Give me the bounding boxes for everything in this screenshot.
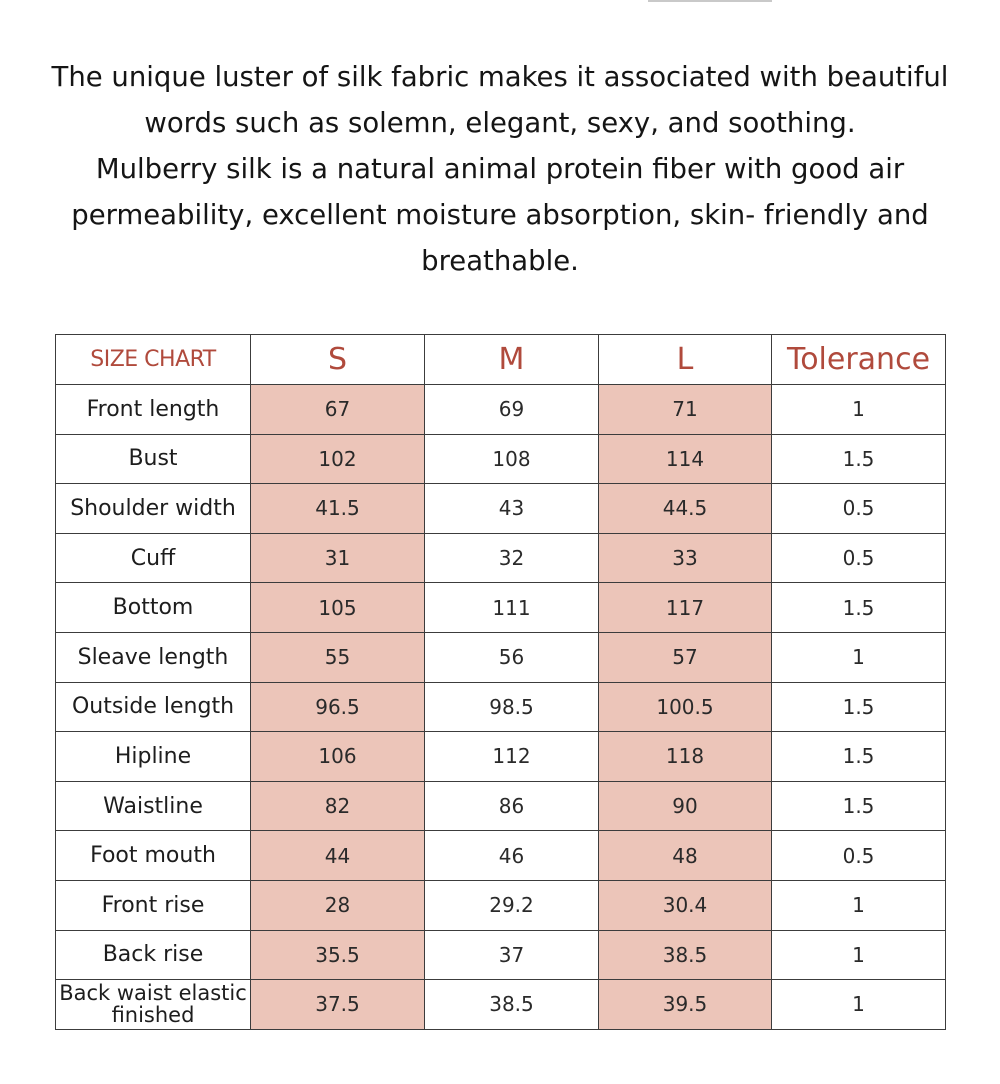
tolerance-value: 0.5 bbox=[772, 831, 946, 881]
size-chart-body bbox=[56, 385, 946, 1030]
measurement-label: Hipline bbox=[56, 732, 251, 782]
size-header-m: M bbox=[425, 335, 599, 385]
tolerance-header: Tolerance bbox=[772, 335, 946, 385]
table-row bbox=[56, 632, 946, 682]
table-row bbox=[56, 533, 946, 583]
size-m-value: 37 bbox=[425, 930, 599, 980]
size-s-value: 37.5 bbox=[251, 980, 425, 1030]
size-l-value: 118 bbox=[599, 732, 772, 782]
measurement-label: Front rise bbox=[56, 880, 251, 930]
measurement-label: Outside length bbox=[56, 682, 251, 732]
size-l-value: 38.5 bbox=[599, 930, 772, 980]
table-row bbox=[56, 385, 946, 435]
size-s-value: 55 bbox=[251, 632, 425, 682]
tolerance-value: 1 bbox=[772, 385, 946, 435]
table-row bbox=[56, 732, 946, 782]
size-s-value: 67 bbox=[251, 385, 425, 435]
size-s-value: 105 bbox=[251, 583, 425, 633]
size-m-value: 38.5 bbox=[425, 980, 599, 1030]
size-m-value: 46 bbox=[425, 831, 599, 881]
measurement-label: Bottom bbox=[56, 583, 251, 633]
tolerance-value: 1.5 bbox=[772, 583, 946, 633]
table-row bbox=[56, 682, 946, 732]
size-s-value: 106 bbox=[251, 732, 425, 782]
size-header-s: S bbox=[251, 335, 425, 385]
size-l-value: 90 bbox=[599, 781, 772, 831]
top-divider-line bbox=[648, 0, 772, 2]
size-m-value: 56 bbox=[425, 632, 599, 682]
table-row bbox=[56, 831, 946, 881]
size-s-value: 44 bbox=[251, 831, 425, 881]
size-l-value: 117 bbox=[599, 583, 772, 633]
tolerance-value: 1.5 bbox=[772, 732, 946, 782]
size-m-value: 112 bbox=[425, 732, 599, 782]
size-s-value: 102 bbox=[251, 434, 425, 484]
measurement-label: Cuff bbox=[56, 533, 251, 583]
tolerance-value: 1.5 bbox=[772, 434, 946, 484]
measurement-label: Back rise bbox=[56, 930, 251, 980]
size-m-value: 86 bbox=[425, 781, 599, 831]
description-paragraph-luster: The unique luster of silk fabric makes it associated with beautiful words such as solemn, elegant, sexy, and soothing. bbox=[51, 61, 949, 139]
size-m-value: 29.2 bbox=[425, 880, 599, 930]
size-l-value: 100.5 bbox=[599, 682, 772, 732]
size-l-value: 44.5 bbox=[599, 484, 772, 534]
size-s-value: 41.5 bbox=[251, 484, 425, 534]
size-l-value: 71 bbox=[599, 385, 772, 435]
size-l-value: 114 bbox=[599, 434, 772, 484]
tolerance-value: 1.5 bbox=[772, 781, 946, 831]
size-l-value: 48 bbox=[599, 831, 772, 881]
tolerance-value: 1 bbox=[772, 930, 946, 980]
size-s-value: 31 bbox=[251, 533, 425, 583]
size-m-value: 98.5 bbox=[425, 682, 599, 732]
measurement-label: Waistline bbox=[56, 781, 251, 831]
tolerance-value: 1 bbox=[772, 880, 946, 930]
size-m-value: 32 bbox=[425, 533, 599, 583]
tolerance-value: 1.5 bbox=[772, 682, 946, 732]
size-s-value: 35.5 bbox=[251, 930, 425, 980]
tolerance-value: 0.5 bbox=[772, 533, 946, 583]
table-row bbox=[56, 583, 946, 633]
size-header-l: L bbox=[599, 335, 772, 385]
size-l-value: 33 bbox=[599, 533, 772, 583]
table-row bbox=[56, 434, 946, 484]
size-l-value: 39.5 bbox=[599, 980, 772, 1030]
table-row bbox=[56, 930, 946, 980]
table-row bbox=[56, 781, 946, 831]
measurement-label: Back waist elastic finished bbox=[56, 980, 251, 1030]
size-chart-table bbox=[55, 334, 946, 1030]
size-s-value: 28 bbox=[251, 880, 425, 930]
size-m-value: 108 bbox=[425, 434, 599, 484]
tolerance-value: 0.5 bbox=[772, 484, 946, 534]
size-s-value: 82 bbox=[251, 781, 425, 831]
measurement-label: Sleave length bbox=[56, 632, 251, 682]
measurement-label: Shoulder width bbox=[56, 484, 251, 534]
size-m-value: 69 bbox=[425, 385, 599, 435]
size-m-value: 111 bbox=[425, 583, 599, 633]
size-s-value: 96.5 bbox=[251, 682, 425, 732]
table-row bbox=[56, 980, 946, 1030]
tolerance-value: 1 bbox=[772, 980, 946, 1030]
size-m-value: 43 bbox=[425, 484, 599, 534]
size-chart-title: SIZE CHART bbox=[56, 335, 251, 385]
size-l-value: 57 bbox=[599, 632, 772, 682]
measurement-label: Bust bbox=[56, 434, 251, 484]
description-paragraph-mulberry: Mulberry silk is a natural animal protein fiber with good air permeability, excellent moisture absorption, skin- friendly and breathable. bbox=[71, 153, 929, 277]
table-row bbox=[56, 484, 946, 534]
table-row bbox=[56, 880, 946, 930]
tolerance-value: 1 bbox=[772, 632, 946, 682]
size-chart-header-row bbox=[56, 335, 946, 385]
measurement-label: Front length bbox=[56, 385, 251, 435]
product-description bbox=[30, 54, 970, 284]
measurement-label: Foot mouth bbox=[56, 831, 251, 881]
size-l-value: 30.4 bbox=[599, 880, 772, 930]
